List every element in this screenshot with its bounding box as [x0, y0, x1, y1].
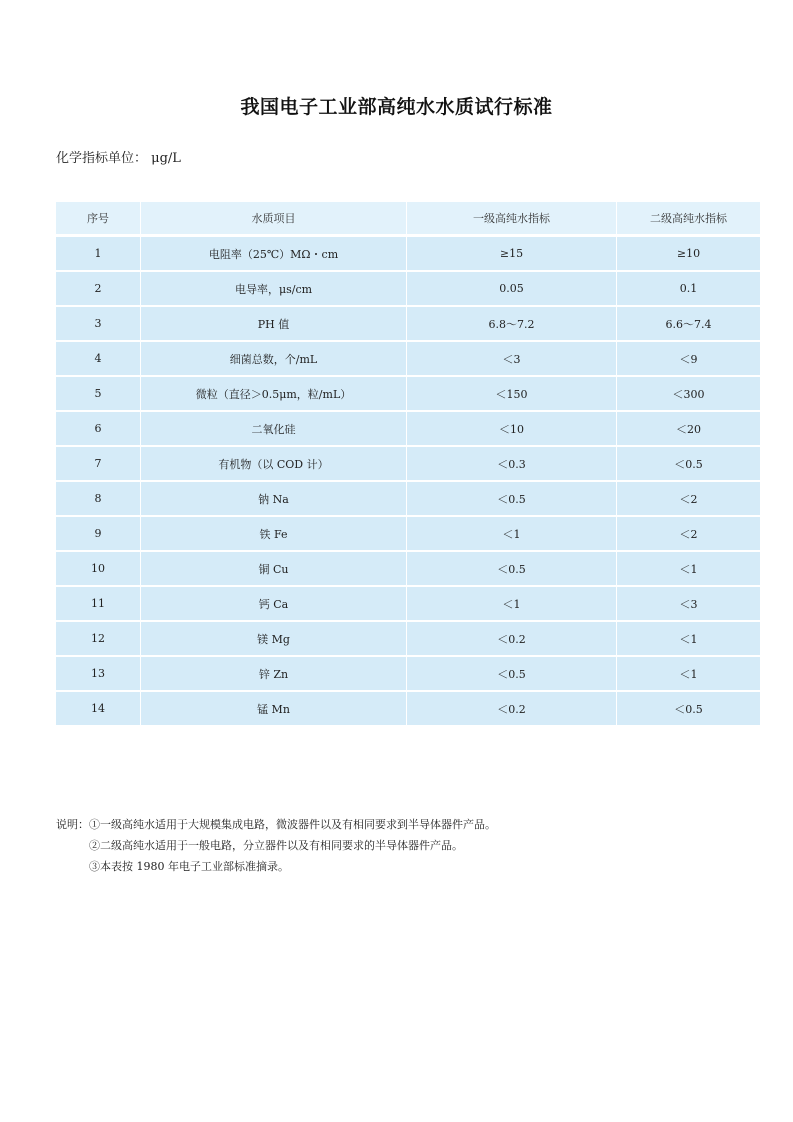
table-row	[56, 272, 760, 307]
cell-grade-1: ＜150	[407, 377, 617, 412]
cell-item: 铜 Cu	[141, 552, 407, 587]
cell-grade-2: 6.6～7.4	[617, 307, 760, 342]
table-row	[56, 237, 760, 272]
cell-grade-2: ＜9	[617, 342, 760, 377]
cell-item: 锌 Zn	[141, 657, 407, 692]
water-quality-table	[56, 202, 760, 727]
cell-index: 8	[56, 482, 141, 517]
table-row	[56, 377, 760, 412]
cell-index: 11	[56, 587, 141, 622]
cell-grade-2: ＜2	[617, 482, 760, 517]
unit-label: 化学指标单位：	[56, 151, 148, 166]
cell-grade-2: ＜300	[617, 377, 760, 412]
cell-grade-2: ＜0.5	[617, 692, 760, 727]
cell-item: 铁 Fe	[141, 517, 407, 552]
cell-index: 3	[56, 307, 141, 342]
cell-item: 二氧化硅	[141, 412, 407, 447]
cell-grade-1: ＜0.5	[407, 482, 617, 517]
cell-item: PH 值	[141, 307, 407, 342]
table-row	[56, 517, 760, 552]
unit-line	[56, 147, 181, 166]
cell-item: 钠 Na	[141, 482, 407, 517]
note-line-2: ②二级高纯水适用于一般电路，分立器件以及有相同要求的半导体器件产品。	[89, 839, 463, 852]
page-title: 我国电子工业部高纯水水质试行标准	[240, 96, 553, 118]
table-row	[56, 657, 760, 692]
table-row	[56, 342, 760, 377]
cell-grade-2: ＜1	[617, 552, 760, 587]
cell-grade-1: 0.05	[407, 272, 617, 307]
cell-index: 13	[56, 657, 141, 692]
cell-grade-1: ＜0.2	[407, 622, 617, 657]
cell-grade-2: ＜1	[617, 657, 760, 692]
table-row	[56, 307, 760, 342]
unit-value: μg/L	[151, 151, 181, 166]
cell-grade-1: ＜1	[407, 517, 617, 552]
cell-grade-1: ＜10	[407, 412, 617, 447]
cell-grade-2: ＜3	[617, 587, 760, 622]
cell-item: 微粒（直径＞0.5μm，粒/mL）	[141, 377, 407, 412]
cell-grade-1: ＜3	[407, 342, 617, 377]
table-row	[56, 482, 760, 517]
table-row	[56, 587, 760, 622]
cell-grade-2: ＜20	[617, 412, 760, 447]
notes	[56, 814, 496, 877]
cell-index: 9	[56, 517, 141, 552]
cell-grade-1: ≥15	[407, 237, 617, 272]
header-index: 序号	[56, 202, 141, 237]
cell-grade-1: ＜0.2	[407, 692, 617, 727]
cell-index: 5	[56, 377, 141, 412]
cell-item: 电阻率（25℃）MΩ・cm	[141, 237, 407, 272]
table-row	[56, 552, 760, 587]
cell-index: 7	[56, 447, 141, 482]
cell-grade-1: ＜1	[407, 587, 617, 622]
cell-item: 锰 Mn	[141, 692, 407, 727]
header-item: 水质项目	[141, 202, 407, 237]
cell-grade-1: 6.8～7.2	[407, 307, 617, 342]
table-row	[56, 412, 760, 447]
cell-index: 1	[56, 237, 141, 272]
header-grade-1: 一级高纯水指标	[407, 202, 617, 237]
cell-grade-2: 0.1	[617, 272, 760, 307]
cell-index: 2	[56, 272, 141, 307]
cell-index: 14	[56, 692, 141, 727]
cell-item: 电导率，μs/cm	[141, 272, 407, 307]
cell-item: 钙 Ca	[141, 587, 407, 622]
note-line-1: 说明：①一级高纯水适用于大规模集成电路，微波器件以及有相同要求到半导体器件产品。	[56, 818, 496, 831]
cell-grade-2: ≥10	[617, 237, 760, 272]
cell-grade-1: ＜0.5	[407, 657, 617, 692]
cell-item: 镁 Mg	[141, 622, 407, 657]
cell-item: 有机物（以 COD 计）	[141, 447, 407, 482]
cell-index: 4	[56, 342, 141, 377]
table-header-row	[56, 202, 760, 237]
cell-grade-2: ＜0.5	[617, 447, 760, 482]
note-line-3: ③本表按 1980 年电子工业部标准摘录。	[89, 860, 289, 873]
table-row	[56, 447, 760, 482]
cell-grade-1: ＜0.3	[407, 447, 617, 482]
cell-grade-2: ＜1	[617, 622, 760, 657]
header-grade-2: 二级高纯水指标	[617, 202, 760, 237]
cell-index: 10	[56, 552, 141, 587]
cell-grade-1: ＜0.5	[407, 552, 617, 587]
cell-item: 细菌总数，个/mL	[141, 342, 407, 377]
table-row	[56, 692, 760, 727]
cell-grade-2: ＜2	[617, 517, 760, 552]
cell-index: 6	[56, 412, 141, 447]
cell-index: 12	[56, 622, 141, 657]
table-row	[56, 622, 760, 657]
